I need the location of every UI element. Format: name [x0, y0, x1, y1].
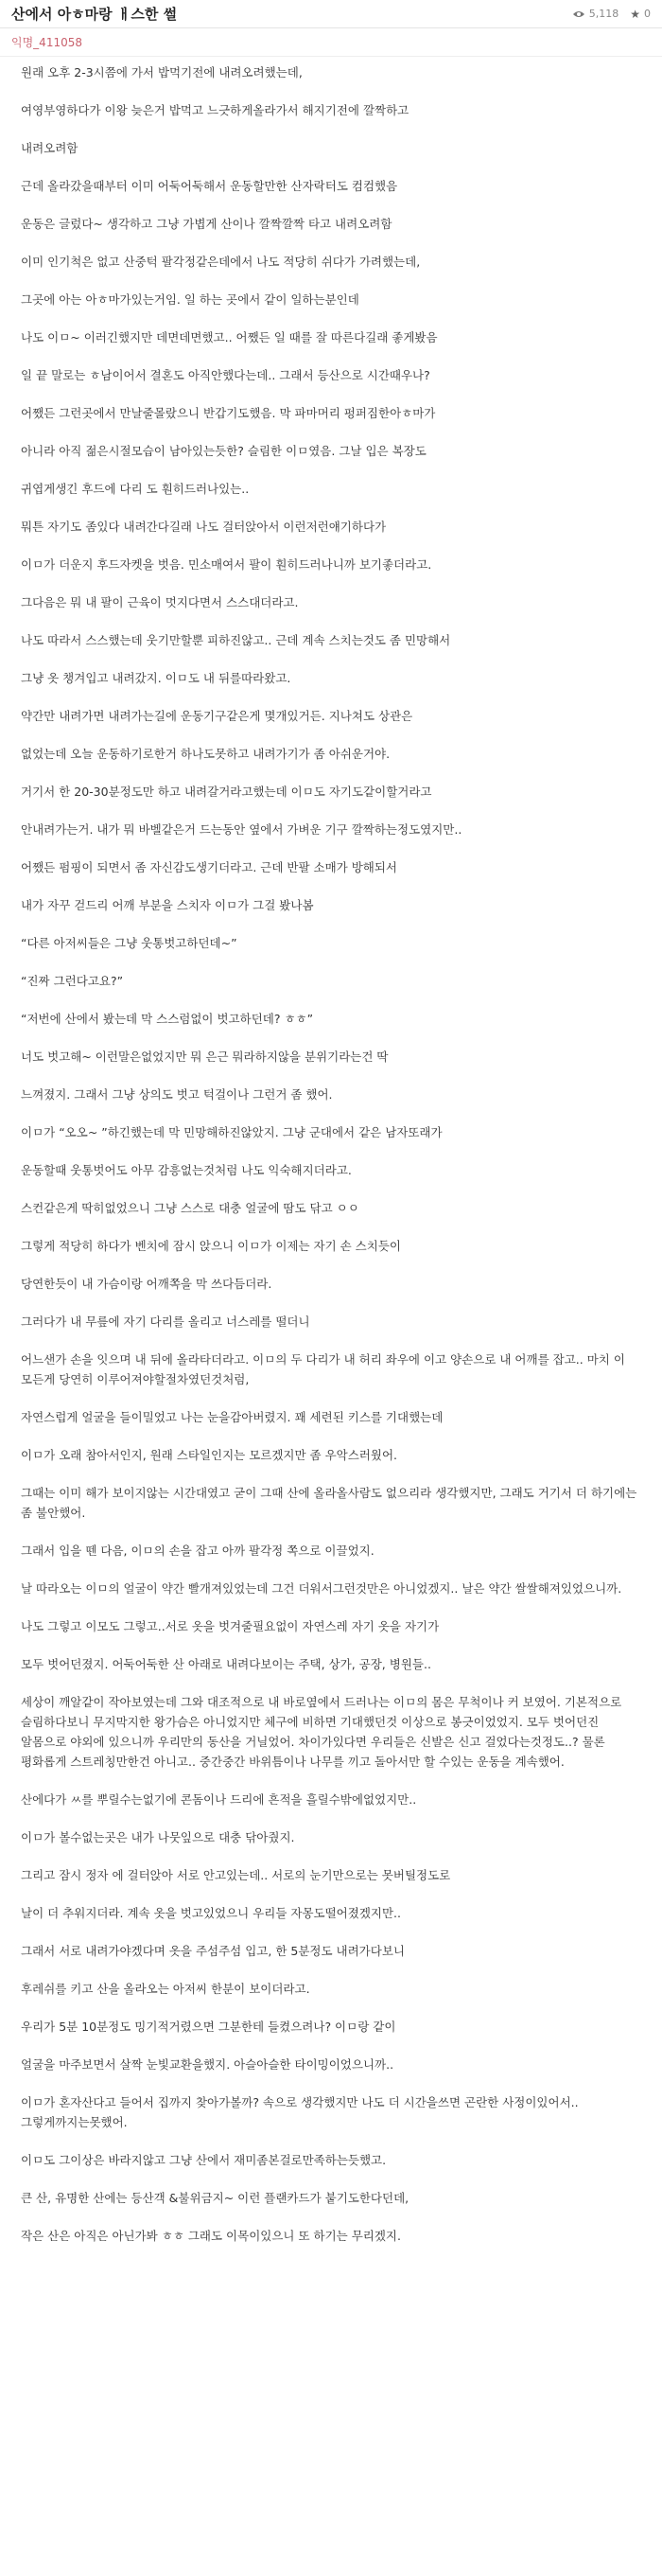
- post-paragraph: 어쨌든 그런곳에서 만날줄몰랐으니 반갑기도했음. 막 파마머리 펑퍼짐한아ㅎ마가: [21, 406, 436, 420]
- post-paragraph: 그래서 입을 뗀 다음, 이ㅁ의 손을 잡고 아까 팔각정 쪽으로 이끌었지.: [21, 1544, 375, 1558]
- post-paragraph: 날이 더 추워지더라. 계속 옷을 벗고있었으니 우리들 자몽도떨어졌겠지만..: [21, 1906, 401, 1920]
- post-paragraph: 근데 올라갔을때부터 이미 어둑어둑해서 운동할만한 산자락터도 컴컴했음: [21, 179, 398, 193]
- post-paragraph: 그래서 서로 내려가야겠다며 옷을 주섬주섬 입고, 한 5분정도 내려가다보니: [21, 1944, 405, 1958]
- post-paragraph: 이ㅁ가 더운지 후드자켓을 벗음. 민소매여서 팔이 훤히드러나니까 보기좋더라고.: [21, 557, 432, 572]
- post-paragraph: 이ㅁ가 혼자산다고 들어서 집까지 찾아가볼까? 속으로 생각했지만 나도 더 시간을쓰면 곤란한 사정이있어서.. 그렇게까지는못했어.: [21, 2095, 579, 2129]
- post-paragraph: “다른 아저씨들은 그냥 웃통벗고하던데~”: [21, 936, 237, 950]
- post-paragraph: 아니라 아직 젊은시절모습이 남아있는듯한? 슬림한 이ㅁ였음. 그날 입은 복장도: [21, 444, 427, 458]
- post-paragraph: 일 끝 말로는 ㅎ남이어서 결혼도 아직안했다는데.. 그래서 등산으로 시간때우나?: [21, 368, 430, 382]
- post-paragraph: 내가 자꾸 걷드리 어깨 부분을 스치자 이ㅁ가 그걸 봤나봄: [21, 898, 314, 912]
- post-paragraph: 모두 벗어던졌지. 어둑어둑한 산 아래로 내려다보이는 주택, 상가, 공장, 병원들..: [21, 1657, 431, 1671]
- post-paragraph: 이미 인기척은 없고 산중턱 팔각정같은데에서 나도 적당히 쉬다가 가려했는데,: [21, 255, 421, 269]
- post-paragraph: 이ㅁ도 그이상은 바라지않고 그냥 산에서 재미좀본걸로만족하는듯했고.: [21, 2153, 387, 2167]
- post-paragraph: 어쨌든 펌핑이 되면서 좀 자신감도생기더라고. 근데 반팔 소매가 방해되서: [21, 860, 398, 874]
- post-paragraph: 작은 산은 아직은 아닌가봐 ㅎㅎ 그래도 이목이있으니 또 하기는 무리겠지.: [21, 2229, 401, 2243]
- post-paragraph: 운동할때 웃통벗어도 아무 감흥없는것처럼 나도 익숙해지더라고.: [21, 1163, 352, 1177]
- post-stats: [572, 8, 651, 21]
- star-icon: ★: [630, 7, 640, 21]
- post-header: [0, 0, 662, 28]
- post-paragraph: “저번에 산에서 봤는데 막 스스럼없이 벗고하던데? ㅎㅎ”: [21, 1012, 314, 1026]
- post-paragraph: 그곳에 아는 아ㅎ마가있는거임. 일 하는 곳에서 같이 일하는분인데: [21, 292, 359, 307]
- view-count: [572, 8, 619, 20]
- post-title: 산에서 아ㅎ마랑 ㅐ스한 썰: [11, 6, 178, 23]
- post-paragraph: 없었는데 오늘 운동하기로한거 하나도못하고 내려가기가 좀 아쉬운거야.: [21, 747, 391, 761]
- post-content: [0, 57, 662, 2267]
- post-paragraph: 나도 이ㅁ~ 이러긴했지만 데면데면했고.. 어쨌든 일 때를 잘 따른다길래 좋게봤음: [21, 330, 438, 344]
- post-paragraph: 안내려가는거. 내가 뭐 바벨같은거 드는동안 옆에서 가벼운 기구 깔짝하는정도였지만..: [21, 822, 462, 837]
- author-bar: [0, 28, 662, 57]
- post-paragraph: 귀엽게생긴 후드에 다리 도 훤히드러나있는..: [21, 482, 250, 496]
- star-count[interactable]: [630, 8, 651, 21]
- post-paragraph: 산에다가 ㅆ를 뿌릴수는없기에 콘돔이나 드리에 흔적을 흘릴수밖에없었지만..: [21, 1792, 417, 1807]
- post-paragraph: 얼굴을 마주보면서 살짝 눈빛교환을했지. 아슬아슬한 타이밍이었으니까..: [21, 2057, 394, 2072]
- view-count-value: 5,118: [588, 8, 619, 20]
- post-paragraph: 어느샌가 손을 잇으며 내 뒤에 올라타더라고. 이ㅁ의 두 다리가 내 허리 좌우에 이고 양손으로 내 어깨를 잡고.. 마치 이 모든게 당연히 이루어져야할절차였던것처럼,: [21, 1352, 625, 1386]
- post-paragraph: 여영부영하다가 이왕 늦은거 밥먹고 느긋하게올라가서 해지기전에 깔짝하고: [21, 103, 409, 117]
- post-paragraph: 운동은 글렀다~ 생각하고 그냥 가볍게 산이나 깔짝깔짝 타고 내려오려함: [21, 217, 392, 231]
- post-paragraph: 그리고 잠시 정자 에 걸터앉아 서로 안고있는데.. 서로의 눈기만으로는 못버틸정도로: [21, 1868, 451, 1882]
- post-paragraph: 후레쉬를 키고 산을 올라오는 아저씨 한분이 보이더라고.: [21, 1982, 310, 1996]
- post-paragraph: 뭐튼 자기도 좀있다 내려간다길래 나도 걸터앉아서 이런저런얘기하다가: [21, 520, 387, 534]
- author-name[interactable]: 익명_411058: [11, 36, 82, 49]
- post-paragraph: 그렇게 적당히 하다가 벤치에 잠시 앉으니 이ㅁ가 이제는 자기 손 스치듯이: [21, 1239, 401, 1253]
- post-paragraph: 약간만 내려가면 내려가는길에 운동기구같은게 몇개있거든. 지나쳐도 상관은: [21, 709, 413, 723]
- post-paragraph: 세상이 깨알같이 작아보였는데 그와 대조적으로 내 바로옆에서 드러나는 이ㅁ의 몸은 무척이나 커 보였어. 기본적으로 슬림하다보니 무지막지한 왕가슴은 아니었지만 체구에 비하면 기대했던것 이상으로 봉긋이었었지. 모두 벗어던진 알몸으로 야외에 있으니까 우리만의 동산을 거닐었어. 차이가있다면 우리들은 신발은 신고 걸었다는것정도..? 물론 평화롭게 스트레칭만한건 아니고.. 중간중간 바위틈이나 나무를 끼고 돌아서만 할 수있는 운동을 계속했어.: [21, 1695, 622, 1769]
- post-paragraph: 내려오려함: [21, 141, 78, 155]
- post-paragraph: 너도 벗고해~ 이런말은없었지만 뭐 은근 뭐라하지않을 분위기라는건 딱: [21, 1050, 389, 1064]
- post-paragraph: 그다음은 뭐 내 팔이 근육이 멋지다면서 스스대더라고.: [21, 595, 299, 609]
- post-paragraph: 당연한듯이 내 가슴이랑 어깨쪽을 막 쓰다듬더라.: [21, 1277, 272, 1291]
- post-paragraph: 자연스럽게 얼굴을 들이밀었고 나는 눈을감아버렸지. 꽤 세련된 키스를 기대했는데: [21, 1410, 444, 1424]
- post-paragraph: 그때는 이미 해가 보이지않는 시간대였고 굳이 그때 산에 올라올사람도 없으리라 생각했지만, 그래도 거기서 더 하기에는 좀 불안했어.: [21, 1486, 637, 1520]
- post-paragraph: 거기서 한 20-30분정도만 하고 내려갈거라고했는데 이ㅁ도 자기도같이할거라고: [21, 785, 432, 799]
- post-paragraph: 그러다가 내 무릎에 자기 다리를 올리고 너스레를 떨더니: [21, 1314, 310, 1329]
- post-paragraph: 큰 산, 유명한 산에는 등산객 &불위금지~ 이런 플랜카드가 붙기도한다던데,: [21, 2191, 409, 2205]
- post-paragraph: 느껴졌지. 그래서 그냥 상의도 벗고 턱걸이나 그런거 좀 했어.: [21, 1087, 333, 1102]
- post-paragraph: 그냥 옷 챙겨입고 내려갔지. 이ㅁ도 내 뒤를따라왔고.: [21, 671, 291, 685]
- eye-icon: [572, 9, 585, 19]
- post-paragraph: 나도 그렇고 이모도 그렇고..서로 옷을 벗겨줄필요없이 자연스레 자기 옷을 자기가: [21, 1619, 440, 1633]
- post-paragraph: 이ㅁ가 “오오~ ”하긴했는데 막 민망해하진않았지. 그냥 군대에서 같은 남자또래가: [21, 1125, 443, 1139]
- post-paragraph: 날 따라오는 이ㅁ의 얼굴이 약간 빨개져있었는데 그건 더워서그런것만은 아니었겠지.. 날은 약간 쌀쌀해져있었으니까.: [21, 1581, 622, 1596]
- star-count-value: 0: [644, 8, 651, 20]
- post-paragraph: 스컨같은게 딱히없었으니 그냥 스스로 대충 얼굴에 땀도 닦고 ㅇㅇ: [21, 1201, 359, 1215]
- post-paragraph: 이ㅁ가 오래 참아서인지, 원래 스타일인지는 모르겠지만 좀 우악스러웠어.: [21, 1448, 398, 1462]
- post-paragraph: 이ㅁ가 볼수없는곳은 내가 나뭇잎으로 대충 닦아줬지.: [21, 1830, 295, 1844]
- post-paragraph: “진짜 그런다고요?”: [21, 974, 124, 988]
- post-paragraph: 나도 따라서 스스했는데 웃기만할뿐 피하진않고.. 근데 계속 스치는것도 좀 민망해서: [21, 633, 451, 647]
- post-paragraph: 원래 오후 2-3시쯤에 가서 밥먹기전에 내려오려했는데,: [21, 65, 303, 79]
- post-paragraph: 우리가 5분 10분정도 밍기적거렸으면 그분한테 들켰으려나? 이ㅁ랑 같이: [21, 2020, 396, 2034]
